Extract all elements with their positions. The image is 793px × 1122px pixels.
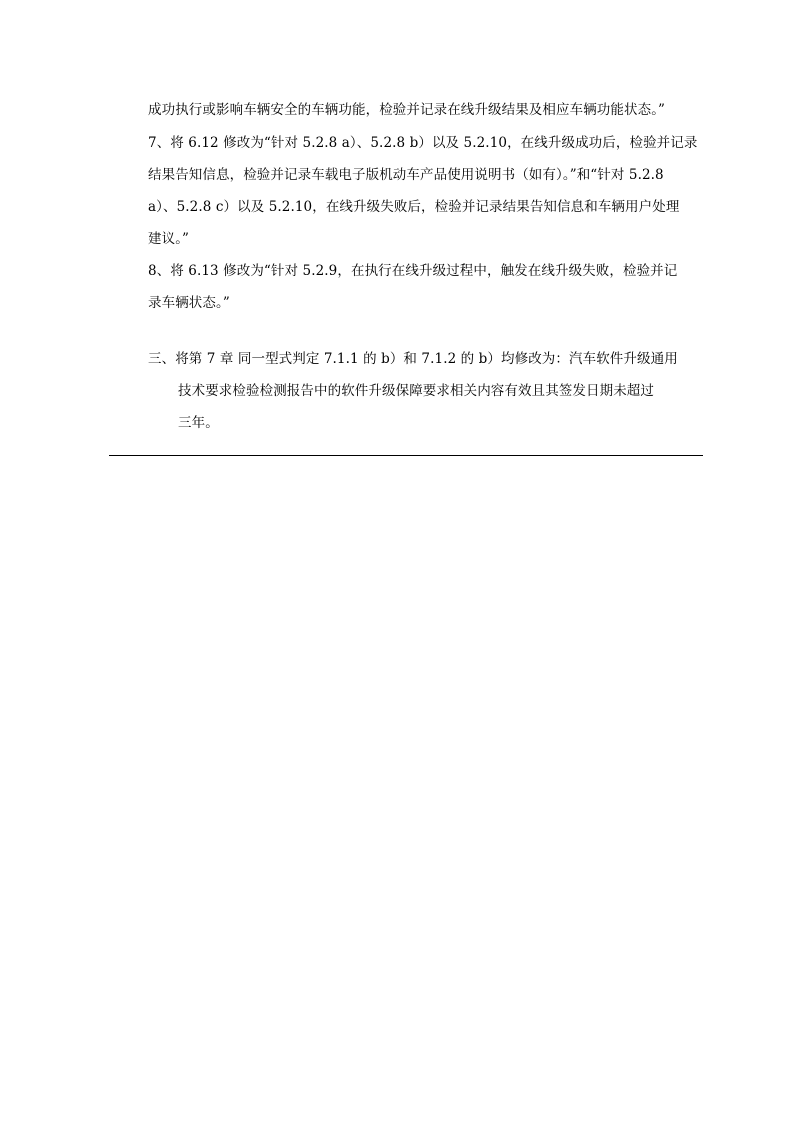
- text-line: 成功执行或影响车辆安全的车辆功能，检验并记录在线升级结果及相应车辆功能状态。”: [148, 102, 666, 118]
- section-3-text-line: 三年。: [178, 415, 219, 431]
- text-line: a）、5.2.8 c）以及 5.2.10，在线升级失败后，检验并记录结果告知信息和车辆用户处理: [148, 199, 680, 215]
- section-3-text-line: 技术要求检验检测报告中的软件升级保障要求相关内容有效且其签发日期未超过: [178, 383, 654, 399]
- text-line: 结果告知信息，检验并记录车载电子版机动车产品使用说明书（如有）。”和“针对 5.2.8: [148, 167, 664, 183]
- horizontal-divider: [109, 455, 703, 456]
- text-line: 8、将 6.13 修改为“针对 5.2.9，在执行在线升级过程中，触发在线升级失败，检验并记: [148, 263, 678, 279]
- section-3-heading-line: 三、将第 7 章 同一型式判定 7.1.1 的 b）和 7.1.2 的 b）均修改为：汽车软件升级通用: [148, 351, 678, 367]
- text-line: 建议。”: [148, 231, 190, 247]
- text-line: 录车辆状态。”: [148, 295, 230, 311]
- text-line: 7、将 6.12 修改为“针对 5.2.8 a）、5.2.8 b）以及 5.2.10，在线升级成功后，检验并记录: [148, 135, 698, 151]
